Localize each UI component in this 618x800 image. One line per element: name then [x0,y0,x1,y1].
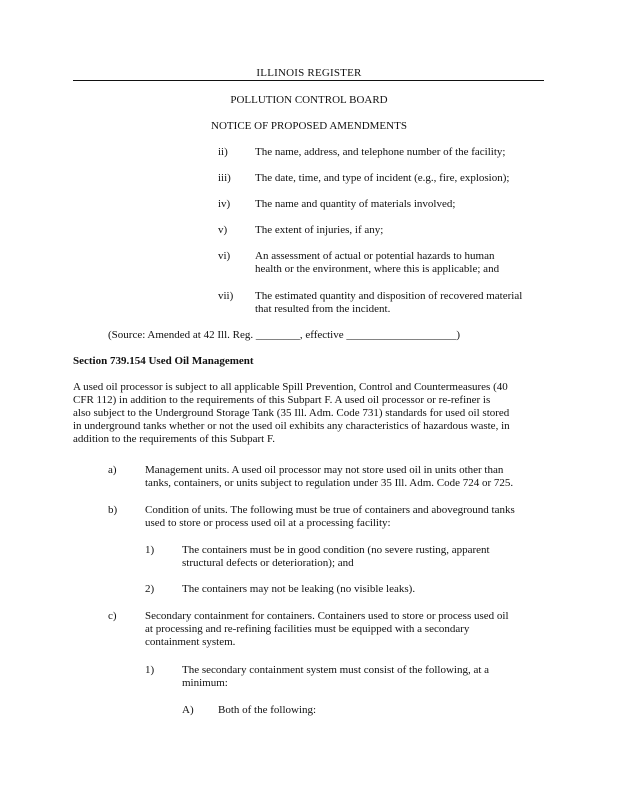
subsection-number: b) [108,504,118,516]
paragraph-line: also subject to the Underground Storage Tank (35 Ill. Adm. Code 731) standards for used oil stored [73,407,510,419]
subsection-text: The containers must be in good condition (no severe rusting, apparent [182,544,490,556]
subsection-number: 1) [145,544,155,556]
header-rule [73,80,544,81]
paragraph-line: in underground tanks whether or not the used oil exhibits any characteristics of hazardous waste, in [73,420,510,432]
list-item-text: The date, time, and type of incident (e.g., fire, explosion); [255,172,510,184]
subsection-text: tanks, containers, or units subject to regulation under 35 Ill. Adm. Code 724 or 725. [145,477,514,489]
list-item-text: The estimated quantity and disposition of recovered material [255,290,523,302]
board-header: POLLUTION CONTROL BOARD [230,94,388,106]
subsection-text: Management units. A used oil processor may not store used oil in units other than [145,464,504,476]
list-item-text: that resulted from the incident. [255,303,391,315]
source-note: (Source: Amended at 42 Ill. Reg. ________, effective ____________________) [108,329,461,341]
paragraph-line: A used oil processor is subject to all applicable Spill Prevention, Control and Countermeasures (40 [73,381,508,393]
subsection-text: The containers may not be leaking (no visible leaks). [182,583,416,595]
list-item-text: The name, address, and telephone number of the facility; [255,146,506,158]
subsection-text: minimum: [182,677,228,689]
register-header: ILLINOIS REGISTER [256,67,362,79]
list-item-text: The extent of injuries, if any; [255,224,384,236]
subsection-text: structural defects or deterioration); and [182,557,354,569]
subsection-text: at processing and re-refining facilities must be equipped with a secondary [145,623,470,635]
subsection-text: Condition of units. The following must be true of containers and aboveground tanks [145,504,515,516]
list-item-number: iv) [218,198,231,210]
list-item-number: ii) [218,146,228,158]
list-item-text: The name and quantity of materials involved; [255,198,456,210]
paragraph-line: addition to the requirements of this Subpart F. [73,433,275,445]
subsection-number: 2) [145,583,155,595]
paragraph-line: CFR 112) in addition to the requirements of this Subpart F. A used oil processor or re-refiner is [73,394,491,406]
subsection-text: The secondary containment system must consist of the following, at a [182,664,490,676]
subsection-number: c) [108,610,117,622]
subsection-number: a) [108,464,117,476]
subsection-text: Secondary containment for containers. Containers used to store or process used oil [145,610,509,622]
notice-header: NOTICE OF PROPOSED AMENDMENTS [211,120,407,132]
list-item-text: An assessment of actual or potential hazards to human [255,250,495,262]
subsection-text: used to store or process used oil at a processing facility: [145,517,391,529]
list-item-number: iii) [218,172,231,184]
list-item-number: vi) [218,250,231,262]
subsection-text: containment system. [145,636,236,648]
subsection-text: Both of the following: [218,704,317,716]
subsection-number: A) [182,704,194,716]
list-item-number: v) [218,224,228,236]
list-item-number: vii) [218,290,234,302]
list-item-text: health or the environment, where this is applicable; and [255,263,500,275]
section-heading: Section 739.154 Used Oil Management [73,355,254,367]
subsection-number: 1) [145,664,155,676]
